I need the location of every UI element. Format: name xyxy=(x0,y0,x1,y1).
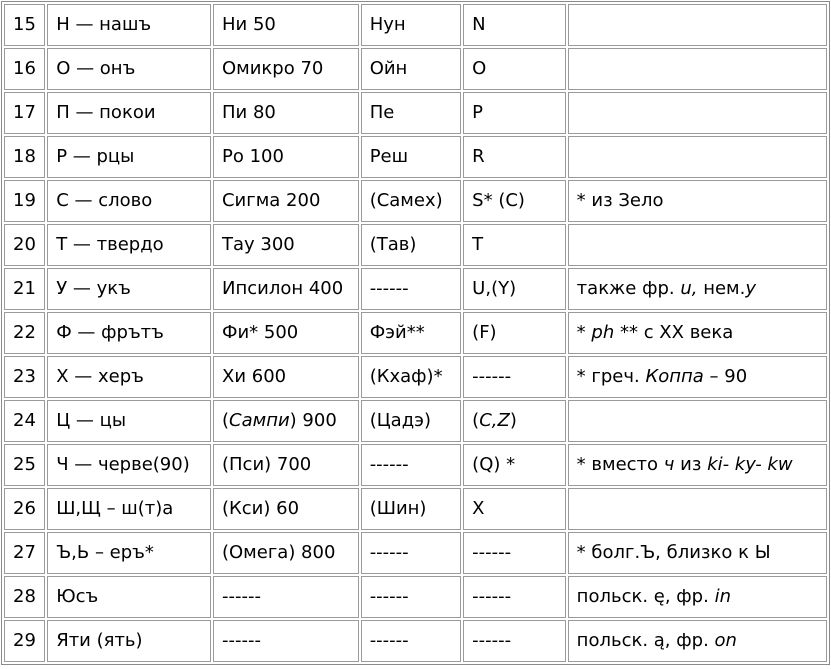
letter-number-cell: 15 xyxy=(4,4,45,46)
slavic-letter-cell: Х — херъ xyxy=(47,356,211,398)
note-cell xyxy=(568,224,827,266)
slavic-letter-cell: Яти (ять) xyxy=(47,620,211,662)
hebrew-letter-cell: ------ xyxy=(361,576,461,618)
slavic-letter-cell: Ш,Щ – ш(т)а xyxy=(47,488,211,530)
greek-letter-cell xyxy=(213,532,359,574)
slavic-letter-cell: С — слово xyxy=(47,180,211,222)
note-cell xyxy=(568,488,827,530)
latin-letter-cell xyxy=(463,268,566,310)
latin-text-after: T xyxy=(472,234,484,255)
latin-letter-cell xyxy=(463,532,566,574)
greek-letter-cell xyxy=(213,444,359,486)
table-row xyxy=(4,224,827,266)
table-row xyxy=(4,620,827,662)
greek-text-after: (Омега) 800 xyxy=(221,542,336,563)
latin-text-after: O xyxy=(472,58,487,79)
latin-text: ( xyxy=(472,410,480,431)
latin-text-after: U,(Y) xyxy=(472,278,517,299)
slavic-letter-cell: Ч — черве(90) xyxy=(47,444,211,486)
note-cell xyxy=(568,444,827,486)
table-row xyxy=(4,444,827,486)
greek-letter-cell xyxy=(213,180,359,222)
note-italic-text: on xyxy=(714,630,737,651)
alphabet-table xyxy=(1,1,830,665)
hebrew-letter-cell: (Цадэ) xyxy=(361,400,461,442)
latin-text-after: (Q) * xyxy=(472,454,516,475)
letter-number-cell: 23 xyxy=(4,356,45,398)
note-cell xyxy=(568,312,827,354)
note-italic-text: ph xyxy=(591,322,615,343)
greek-letter-cell xyxy=(213,224,359,266)
greek-text-after: (Пси) 700 xyxy=(221,454,312,475)
table-row xyxy=(4,268,827,310)
hebrew-letter-cell: Ойн xyxy=(361,48,461,90)
hebrew-letter-cell: ------ xyxy=(361,444,461,486)
table-row xyxy=(4,92,827,134)
hebrew-letter-cell: ------ xyxy=(361,532,461,574)
note-italic-text: ч xyxy=(663,454,675,475)
latin-letter-cell xyxy=(463,576,566,618)
greek-letter-cell xyxy=(213,136,359,178)
latin-text-after: ------ xyxy=(472,542,512,563)
latin-text-after: X xyxy=(472,498,485,519)
table-row xyxy=(4,576,827,618)
greek-letter-cell xyxy=(213,312,359,354)
slavic-letter-cell: Р — рцы xyxy=(47,136,211,178)
hebrew-letter-cell: ------ xyxy=(361,268,461,310)
note-cell xyxy=(568,92,827,134)
note-text: * из Зело xyxy=(576,190,664,211)
latin-text-after: ------ xyxy=(472,366,512,387)
latin-letter-cell xyxy=(463,48,566,90)
letter-number-cell: 22 xyxy=(4,312,45,354)
latin-italic-text: C,Z xyxy=(479,410,510,431)
slavic-letter-cell: Т — твердо xyxy=(47,224,211,266)
note-italic-text: Коппа xyxy=(645,366,704,387)
greek-letter-cell xyxy=(213,48,359,90)
table-row xyxy=(4,136,827,178)
hebrew-letter-cell: Пе xyxy=(361,92,461,134)
greek-letter-cell xyxy=(213,400,359,442)
note-text-after: ** с XX века xyxy=(614,322,734,343)
greek-text-after: Хи 600 xyxy=(221,366,287,387)
table-row xyxy=(4,312,827,354)
latin-letter-cell xyxy=(463,180,566,222)
letter-number-cell: 21 xyxy=(4,268,45,310)
latin-letter-cell xyxy=(463,488,566,530)
table-row xyxy=(4,180,827,222)
slavic-letter-cell: Н — нашъ xyxy=(47,4,211,46)
hebrew-letter-cell: Нун xyxy=(361,4,461,46)
note-text: * xyxy=(576,322,592,343)
table-row xyxy=(4,48,827,90)
greek-text-after: Пи 80 xyxy=(221,102,276,123)
note-cell xyxy=(568,136,827,178)
greek-letter-cell xyxy=(213,620,359,662)
greek-letter-cell xyxy=(213,268,359,310)
greek-text-after: Ни 50 xyxy=(221,14,276,35)
greek-text-after: Ро 100 xyxy=(221,146,284,167)
hebrew-letter-cell: (Самех) xyxy=(361,180,461,222)
greek-text-after: Омикро 70 xyxy=(221,58,324,79)
letter-number-cell: 24 xyxy=(4,400,45,442)
note-text: * вместо xyxy=(576,454,664,475)
hebrew-letter-cell: ------ xyxy=(361,620,461,662)
latin-text-after: ------ xyxy=(472,586,512,607)
note-cell xyxy=(568,48,827,90)
letter-number-cell: 27 xyxy=(4,532,45,574)
note-text: также фр. xyxy=(576,278,675,299)
greek-text-after: Ипсилон 400 xyxy=(221,278,344,299)
greek-text-after: (Кси) 60 xyxy=(221,498,300,519)
letter-number-cell: 25 xyxy=(4,444,45,486)
note-cell xyxy=(568,400,827,442)
latin-letter-cell xyxy=(463,356,566,398)
slavic-letter-cell: О — онъ xyxy=(47,48,211,90)
note-cell xyxy=(568,268,827,310)
note-italic-text: u, xyxy=(674,278,698,299)
greek-letter-cell xyxy=(213,576,359,618)
slavic-letter-cell: Ъ,Ь – еръ* xyxy=(47,532,211,574)
greek-text-after: ) 900 xyxy=(289,410,337,431)
greek-text-after: Сигма 200 xyxy=(221,190,321,211)
latin-letter-cell xyxy=(463,224,566,266)
latin-letter-cell xyxy=(463,92,566,134)
hebrew-letter-cell: (Шин) xyxy=(361,488,461,530)
table-row xyxy=(4,356,827,398)
greek-letter-cell xyxy=(213,92,359,134)
note-text: польск. ę, фр. xyxy=(576,586,715,607)
hebrew-letter-cell: (Кхаф)* xyxy=(361,356,461,398)
note-cell xyxy=(568,576,827,618)
greek-text-after: ------ xyxy=(221,586,261,607)
latin-letter-cell xyxy=(463,312,566,354)
hebrew-letter-cell: (Тав) xyxy=(361,224,461,266)
latin-letter-cell xyxy=(463,444,566,486)
note-text-after: – 90 xyxy=(703,366,748,387)
note-text: польск. ą, фр. xyxy=(576,630,715,651)
note-cell xyxy=(568,356,827,398)
letter-number-cell: 19 xyxy=(4,180,45,222)
latin-text-after: N xyxy=(472,14,486,35)
letter-number-cell: 28 xyxy=(4,576,45,618)
hebrew-letter-cell: Фэй** xyxy=(361,312,461,354)
note-cell xyxy=(568,4,827,46)
latin-text-after: ) xyxy=(509,410,517,431)
greek-text-after: Тау 300 xyxy=(221,234,295,255)
note-text-after: из xyxy=(674,454,708,475)
table-row xyxy=(4,532,827,574)
note-text-after: нем. xyxy=(697,278,746,299)
note-cell xyxy=(568,620,827,662)
greek-letter-cell xyxy=(213,488,359,530)
letter-number-cell: 17 xyxy=(4,92,45,134)
slavic-letter-cell: Ц — цы xyxy=(47,400,211,442)
latin-letter-cell xyxy=(463,4,566,46)
hebrew-letter-cell: Реш xyxy=(361,136,461,178)
note-cell xyxy=(568,532,827,574)
table-row xyxy=(4,488,827,530)
latin-text-after: S* (C) xyxy=(472,190,525,211)
latin-text-after: ------ xyxy=(472,630,512,651)
table-row xyxy=(4,400,827,442)
latin-text-after: P xyxy=(472,102,484,123)
note-italic-text: in xyxy=(714,586,731,607)
latin-letter-cell xyxy=(463,136,566,178)
note-cell xyxy=(568,180,827,222)
latin-letter-cell xyxy=(463,620,566,662)
slavic-letter-cell: Ф — фрътъ xyxy=(47,312,211,354)
greek-text-after: ------ xyxy=(221,630,261,651)
greek-letter-cell xyxy=(213,4,359,46)
note-italic-text-2: y xyxy=(745,278,756,299)
letter-number-cell: 16 xyxy=(4,48,45,90)
latin-text-after: R xyxy=(472,146,485,167)
letter-number-cell: 29 xyxy=(4,620,45,662)
note-italic-text-2: ki- ky- kw xyxy=(707,454,793,475)
letter-number-cell: 20 xyxy=(4,224,45,266)
latin-text-after: (F) xyxy=(472,322,497,343)
letter-number-cell: 18 xyxy=(4,136,45,178)
greek-text-after: Фи* 500 xyxy=(221,322,299,343)
greek-text: ( xyxy=(221,410,230,431)
slavic-letter-cell: Юсъ xyxy=(47,576,211,618)
note-text: * греч. xyxy=(576,366,646,387)
latin-letter-cell xyxy=(463,400,566,442)
note-text: * болг.Ъ, близко к Ы xyxy=(576,542,771,563)
alphabet-table-body xyxy=(4,4,827,662)
table-row xyxy=(4,4,827,46)
slavic-letter-cell: П — покои xyxy=(47,92,211,134)
greek-italic-text: Сампи xyxy=(229,410,290,431)
greek-letter-cell xyxy=(213,356,359,398)
slavic-letter-cell: У — укъ xyxy=(47,268,211,310)
letter-number-cell: 26 xyxy=(4,488,45,530)
